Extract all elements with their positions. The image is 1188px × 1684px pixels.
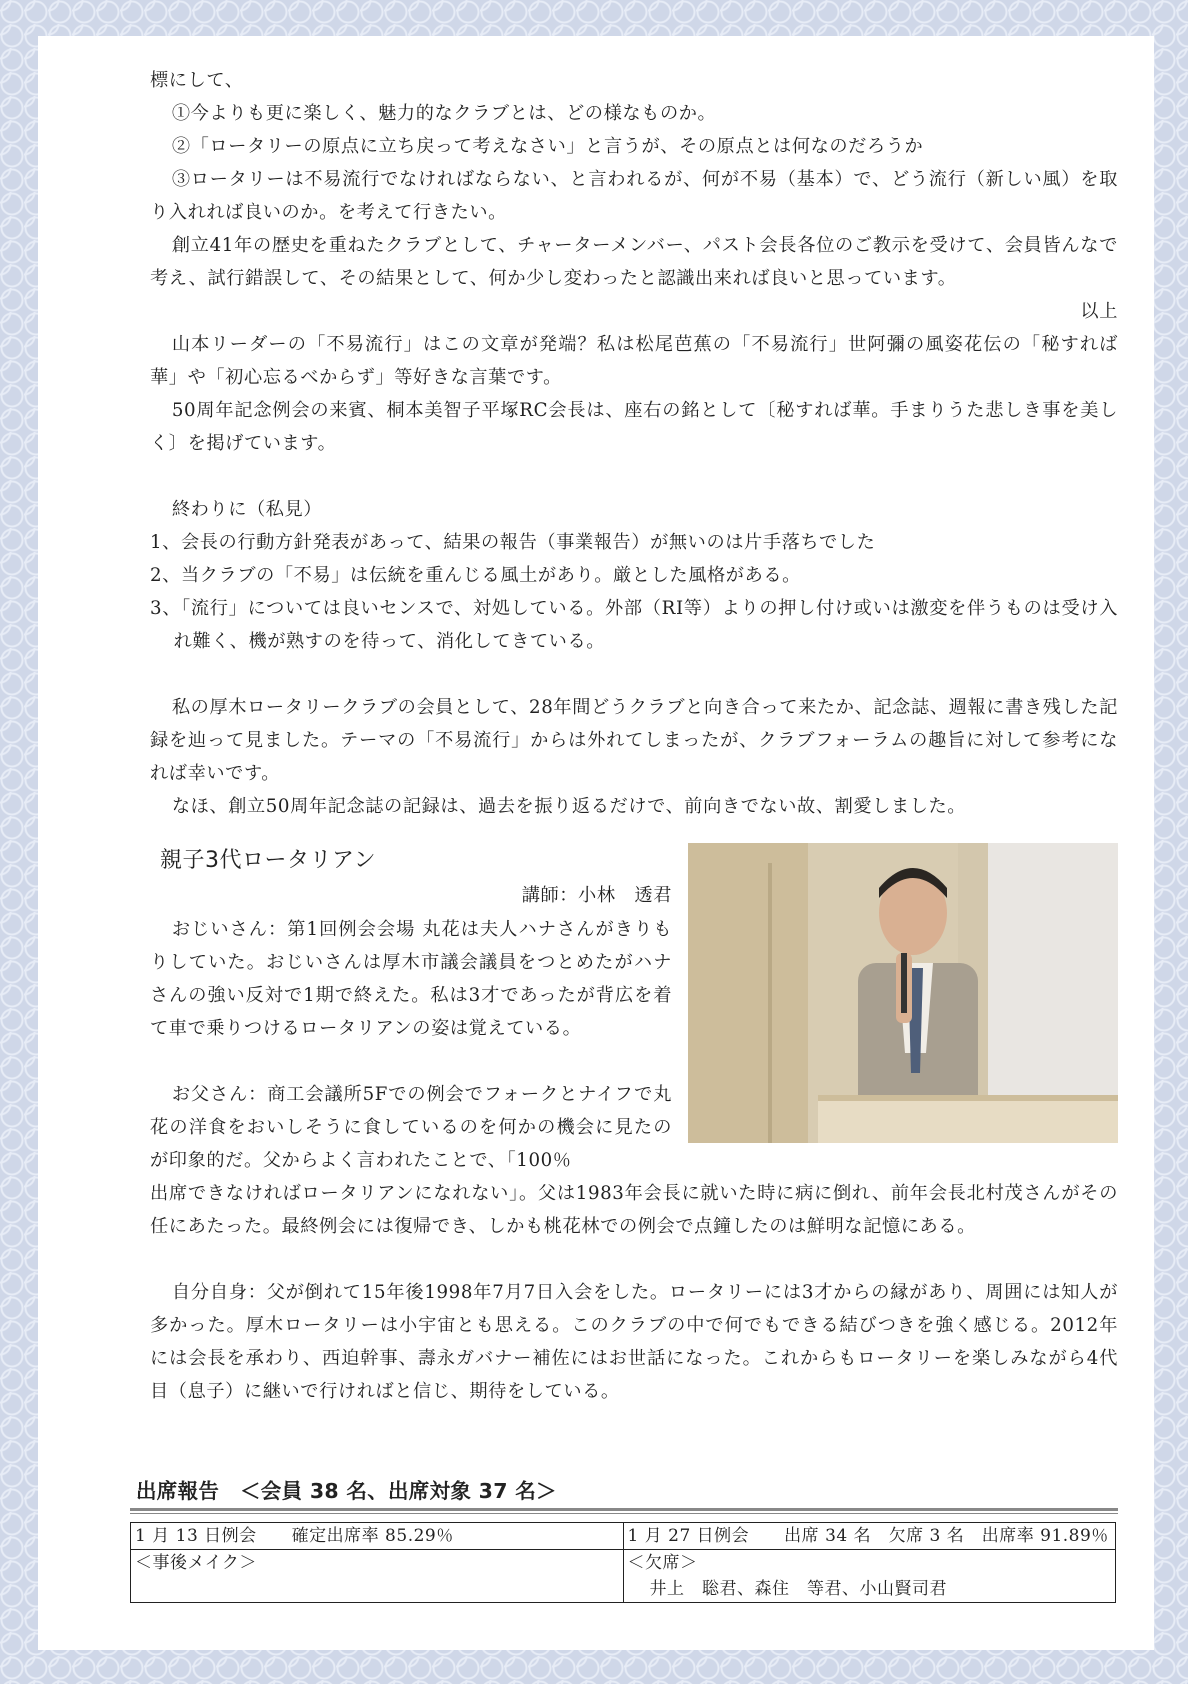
speaker-text <box>150 843 672 1177</box>
conclusion-heading: 終わりに（私見） <box>171 499 323 520</box>
lecturer-name: 講師：小林 透君 <box>521 885 672 906</box>
body-paragraph: 山本リーダーの「不易流行」はこの文章が発端？私は松尾芭蕉の「不易流行」世阿彌の風姿花伝の「秘すれば華」や「初心忘るべからず」等好きな言葉です。 <box>150 334 1118 388</box>
attendance-rule <box>130 1508 1118 1514</box>
self-paragraph: 自分自身：父が倒れて15年後1998年7月7日入会をした。ロータリーには3才からの縁があり、周囲には知人が多かった。厚木ロータリーは小宇宙とも思える。このクラブの中で何でもできる結びつきを強く感じる。2012年には会長を承わり、西迫幹事、壽永ガバナー補佐にはお世話になった。これからもロータリーを楽しみながら4代目（息子）に継いで行ければと信じ、期待をしている。 <box>150 1282 1118 1402</box>
closing-mark: 以上 <box>1080 301 1118 322</box>
body-paragraph: 私の厚木ロータリークラブの会員として、28年間どうクラブと向き合って来たか、記念誌、週報に書き残した記録を辿って見ました。テーマの「不易流行」からは外れてしまったが、クラブフォーラムの趣旨に対して参考になれば幸いです。 <box>150 697 1118 784</box>
speaker-section <box>150 843 1118 1408</box>
father-paragraph: お父さん：商工会議所5Fでの例会でフォークとナイフで丸花の洋食をおいしそうに食しているのを何かの機会に見たのが印象的だ。父からよく言われたことで、「100％ <box>150 1084 672 1171</box>
attendance-title: 出席報告 ＜会員 38 名、出席対象 37 名＞ <box>136 1479 557 1503</box>
grandfather-paragraph: おじいさん：第1回例会会場 丸花は夫人ハナさんがきりもりしていた。おじいさんは厚木市議会議員をつとめたがハナさんの強い反対で1期で終えた。私は3才であったが背広を着て車で乗りつけるロータリアンの姿は覚えている。 <box>150 919 672 1039</box>
body-item-1: ①今よりも更に楽しく、魅力的なクラブとは、どの様なものか。 <box>171 103 717 124</box>
father-paragraph-continued: 出席できなければロータリアンになれない」。父は1983年会長に就いた時に病に倒れ、前年会長北村茂さんがその任にあたった。最終例会には復帰でき、しかも桃花林での例会で点鐘したのは鮮明な記憶にある。 <box>150 1183 1118 1237</box>
absentee-list: 井上 聡君、森住 等君、小山賢司君 <box>649 1579 947 1599</box>
meeting-jan13-summary: 1 月 13 日例会 確定出席率 85.29％ <box>131 1523 624 1550</box>
conclusion-item-2: 2、当クラブの「不易」は伝統を重んじる風土があり。厳とした風格がある。 <box>150 565 801 586</box>
meeting-jan27-summary: 1 月 27 日例会 出席 34 名 欠席 3 名 出席率 91.89％ <box>623 1523 1116 1550</box>
body-paragraph: 50周年記念例会の来賓、桐本美智子平塚RC会長は、座右の銘として〔秘すれば華。手まりうた悲しき事を美しく〕を掲げています。 <box>150 400 1118 454</box>
article-body <box>150 64 1118 1408</box>
conclusion-item-1: 1、会長の行動方針発表があって、結果の報告（事業報告）が無いのは片手落ちでした <box>150 532 876 553</box>
attendance-table <box>130 1522 1116 1603</box>
makeup-cell <box>131 1550 624 1603</box>
body-paragraph: 創立41年の歴史を重ねたクラブとして、チャーターメンバー、パスト会長各位のご教示を受けて、会員皆んなで考え、試行錯誤して、その結果として、何か少し変わったと認識出来れば良いと思っています。 <box>150 235 1118 289</box>
section-title: 親子3代ロータリアン <box>160 848 377 873</box>
body-item-3: ③ロータリーは不易流行でなければならない、と言われるが、何が不易（基本）で、どう流行（新しい風）を取り入れれば良いのか。を考えて行きたい。 <box>150 169 1118 223</box>
conclusion-item-3: 3、「流行」については良いセンスで、対処している。外部（RI等）よりの押し付け或いは激変を伴うものは受け入れ難く、機が熟すのを待って、消化してきている。 <box>150 598 1118 652</box>
speaker-photo-illustration <box>688 843 1118 1143</box>
body-paragraph: なほ、創立50周年記念誌の記録は、過去を振り返るだけで、前向きでない故、割愛しました。 <box>171 796 967 817</box>
makeup-label: ＜事後メイク＞ <box>135 1553 257 1573</box>
absence-label: ＜欠席＞ <box>627 1553 698 1573</box>
body-item-2: ②「ロータリーの原点に立ち戻って考えなさい」と言うが、その原点とは何なのだろうか <box>171 136 924 157</box>
body-line: 標にして、 <box>150 70 244 91</box>
speaker-photo <box>688 843 1118 1143</box>
absence-cell <box>623 1550 1116 1603</box>
attendance-report <box>130 1476 1118 1603</box>
